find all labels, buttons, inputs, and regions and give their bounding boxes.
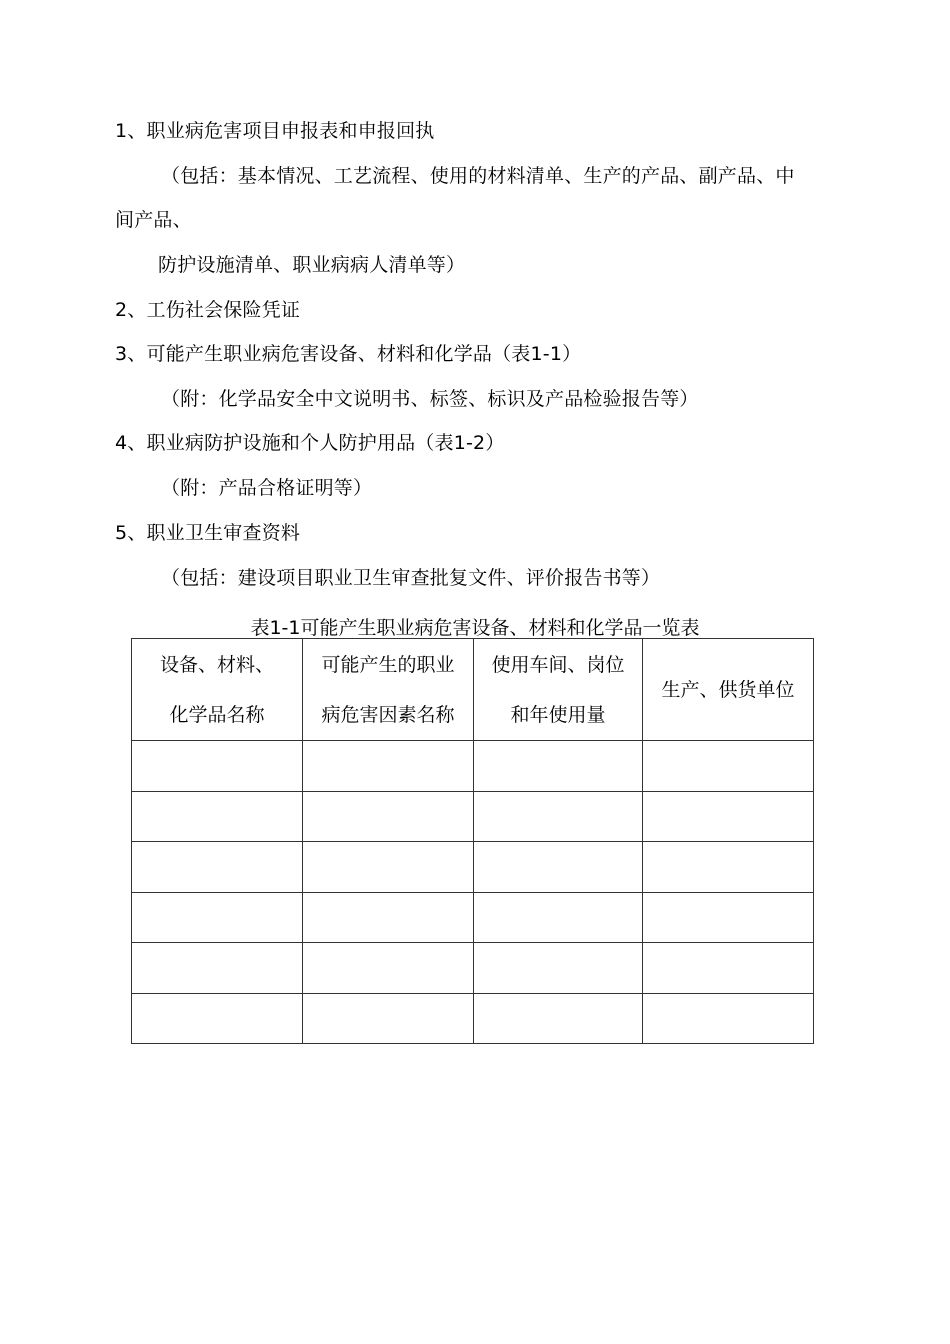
table-header-row <box>132 639 814 741</box>
table-row <box>132 791 814 842</box>
table-cell <box>132 791 303 842</box>
table-cell <box>474 842 643 893</box>
table-cell <box>303 892 474 943</box>
table-cell <box>474 791 643 842</box>
table-cell <box>474 943 643 994</box>
table-caption: 表1-1可能产生职业病危害设备、材料和化学品一览表 <box>250 617 700 639</box>
item-3-heading: 3、可能产生职业病危害设备、材料和化学品（表1-1） <box>115 343 582 365</box>
table-cell <box>303 842 474 893</box>
table-body <box>132 741 814 1044</box>
table-row <box>132 842 814 893</box>
header-hazard-factor: 可能产生的职业 病危害因素名称 <box>303 639 474 741</box>
item-4-heading: 4、职业病防护设施和个人防护用品（表1-2） <box>115 432 505 454</box>
table-cell <box>132 842 303 893</box>
table-cell <box>474 741 643 792</box>
table-cell <box>132 741 303 792</box>
item-5-note: （包括：建设项目职业卫生审查批复文件、评价报告书等） <box>161 567 661 589</box>
header-supplier: 生产、供货单位 <box>643 639 814 741</box>
item-1-heading: 1、职业病危害项目申报表和申报回执 <box>115 120 435 142</box>
item-1-note-line-1: （包括：基本情况、工艺流程、使用的材料清单、生产的产品、副产品、中 <box>161 165 795 187</box>
header-equipment-name: 设备、材料、 化学品名称 <box>132 639 303 741</box>
table-cell <box>643 842 814 893</box>
table-cell <box>643 993 814 1044</box>
table-row <box>132 993 814 1044</box>
table-cell <box>132 892 303 943</box>
table-cell <box>303 993 474 1044</box>
table-cell <box>474 892 643 943</box>
table-cell <box>132 943 303 994</box>
table-row <box>132 892 814 943</box>
table-cell <box>643 791 814 842</box>
equipment-materials-table <box>131 638 814 1044</box>
table-cell <box>132 993 303 1044</box>
item-3-note: （附：化学品安全中文说明书、标签、标识及产品检验报告等） <box>161 388 699 410</box>
table-row <box>132 741 814 792</box>
item-1-note-line-2: 间产品、 <box>115 209 192 231</box>
table-cell <box>643 943 814 994</box>
item-2-heading: 2、工伤社会保险凭证 <box>115 299 301 321</box>
table-row <box>132 943 814 994</box>
table-cell <box>303 943 474 994</box>
item-4-note: （附：产品合格证明等） <box>161 477 373 499</box>
table-cell <box>643 892 814 943</box>
table-cell <box>643 741 814 792</box>
table-cell <box>474 993 643 1044</box>
item-5-heading: 5、职业卫生审查资料 <box>115 522 301 544</box>
item-1-note-line-3: 防护设施清单、职业病病人清单等） <box>158 254 466 276</box>
table-cell <box>303 741 474 792</box>
header-workshop-usage: 使用车间、岗位 和年使用量 <box>474 639 643 741</box>
table-cell <box>303 791 474 842</box>
